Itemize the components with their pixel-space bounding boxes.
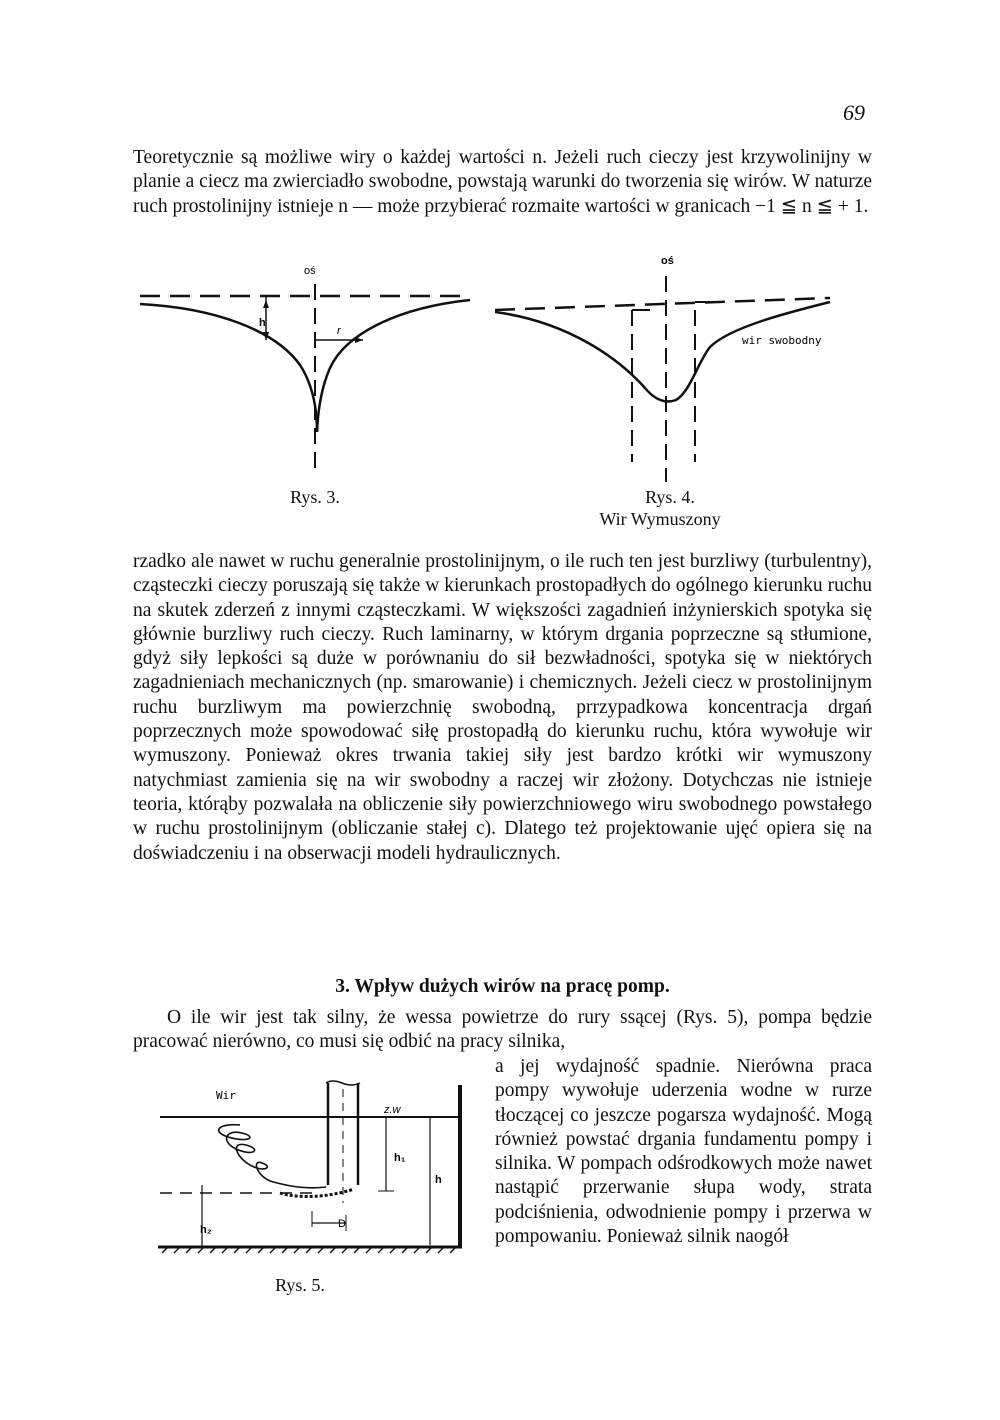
vortex-spiral (219, 1125, 326, 1188)
main-paragraph: rzadko ale nawet w ruchu generalnie prostolinijnym, o ile ruch ten jest burzliwy (turbulentny), cząsteczki cieczy poruszają się także w kierunkach prostopadłych do ogólnego kierunku ruchu na skutek zderzeń z innymi cząsteczkami. W większości zagadnień inżynierskich spotyka się głównie burzliwy ruch cieczy. Ruch laminarny, w którym drgania poprzeczne są stłumione, gdyż siły lepkości są duże w porównaniu do sił bezwładności, spotyka się w niektórych zagadnieniach mechanicznych (np. smarowanie) i chemicznych. Jeżeli ciecz w prostolinijnym ruchu burzliwym ma powierzchnię swobodną, prrzypadkowa koncentracja drgań poprzecznych może spowodować siłę prostopadłą do kierunku ruchu, która wywołuje wir wymuszony. Ponieważ okres trwania takiej siły jest bardzo krótki wir wymuszony natychmiast zamienia się na wir swobodny a raczej wir złożony. Dotychczas nie istnieje teoria, którąby pozwalała na obliczenie siły powierzchniowego wiru swobodnego powstałego w ruchu prostolinijnym (obliczanie stałej c). Dlatego też projektowanie ujęć opiera się na doświadczeniu i na obserwacji modeli hydraulicznych. (133, 551, 872, 864)
h-label: h (259, 317, 266, 329)
axis-label: oś (661, 255, 674, 267)
r-label: r (337, 325, 341, 337)
page-number: 69 (843, 100, 865, 125)
figure-3-caption: Rys. 3. (290, 487, 340, 507)
vortex-profile-right (317, 300, 470, 432)
h2-label: h₂ (200, 1224, 212, 1236)
free-surface-line (495, 298, 830, 310)
figure-3 (135, 260, 475, 475)
h-label: h (435, 1174, 442, 1186)
h1-label: h₁ (394, 1152, 406, 1164)
figure-3-diagram (135, 260, 475, 475)
d-label: D (338, 1218, 346, 1230)
forced-vortex-profile (495, 302, 830, 402)
axis-label: oś (304, 265, 316, 277)
vortex-label: Wir (216, 1089, 236, 1102)
section-heading: 3. Wpływ dużych wirów na pracę pomp. (335, 976, 670, 997)
figure-4 (490, 252, 870, 487)
figure-4-subcaption: Wir Wymuszony (599, 509, 721, 529)
free-vortex-label: wir swobodny (742, 334, 822, 347)
figure-5-caption: Rys. 5. (275, 1275, 325, 1295)
vortex-profile-left (140, 304, 317, 432)
water-level-label: z.w (384, 1104, 401, 1116)
figure-4-diagram (490, 252, 870, 487)
section-wrap-text: a jej wydajność spadnie. Nierówna praca pompy wywołuje uderzenia wodne w rurze tłoczącej co jeszcze pogarsza wydajność. Mogą również powstać drgania fundamentu pompy i silnika. W pompach odśrodkowych może nawet nastąpić przerwanie słupa wody, strata podciśnienia, odwodnienie pompy i przerwa w pompowaniu. Ponieważ silnik naogół (495, 1056, 872, 1248)
figure-5 (150, 1075, 480, 1270)
section-lead-text: O ile wir jest tak silny, że wessa powietrze do rury ssącej (Rys. 5), pompa będzie pracować nierówno, co musi się odbić na pracy silnika, (133, 1007, 872, 1053)
figure-5-diagram (150, 1075, 480, 1270)
figure-4-caption: Rys. 4. (645, 487, 695, 507)
intro-paragraph: Teoretycznie są możliwe wiry o każdej wartości n. Jeżeli ruch cieczy jest krzywolinijny w planie a ciecz ma zwierciadło swobodne, powstają warunki do tworzenia się wirów. W naturze ruch prostolinijny istnieje n — może przybierać rozmaite wartości w granicach −1 ≦ n ≦ + 1. (133, 147, 872, 217)
